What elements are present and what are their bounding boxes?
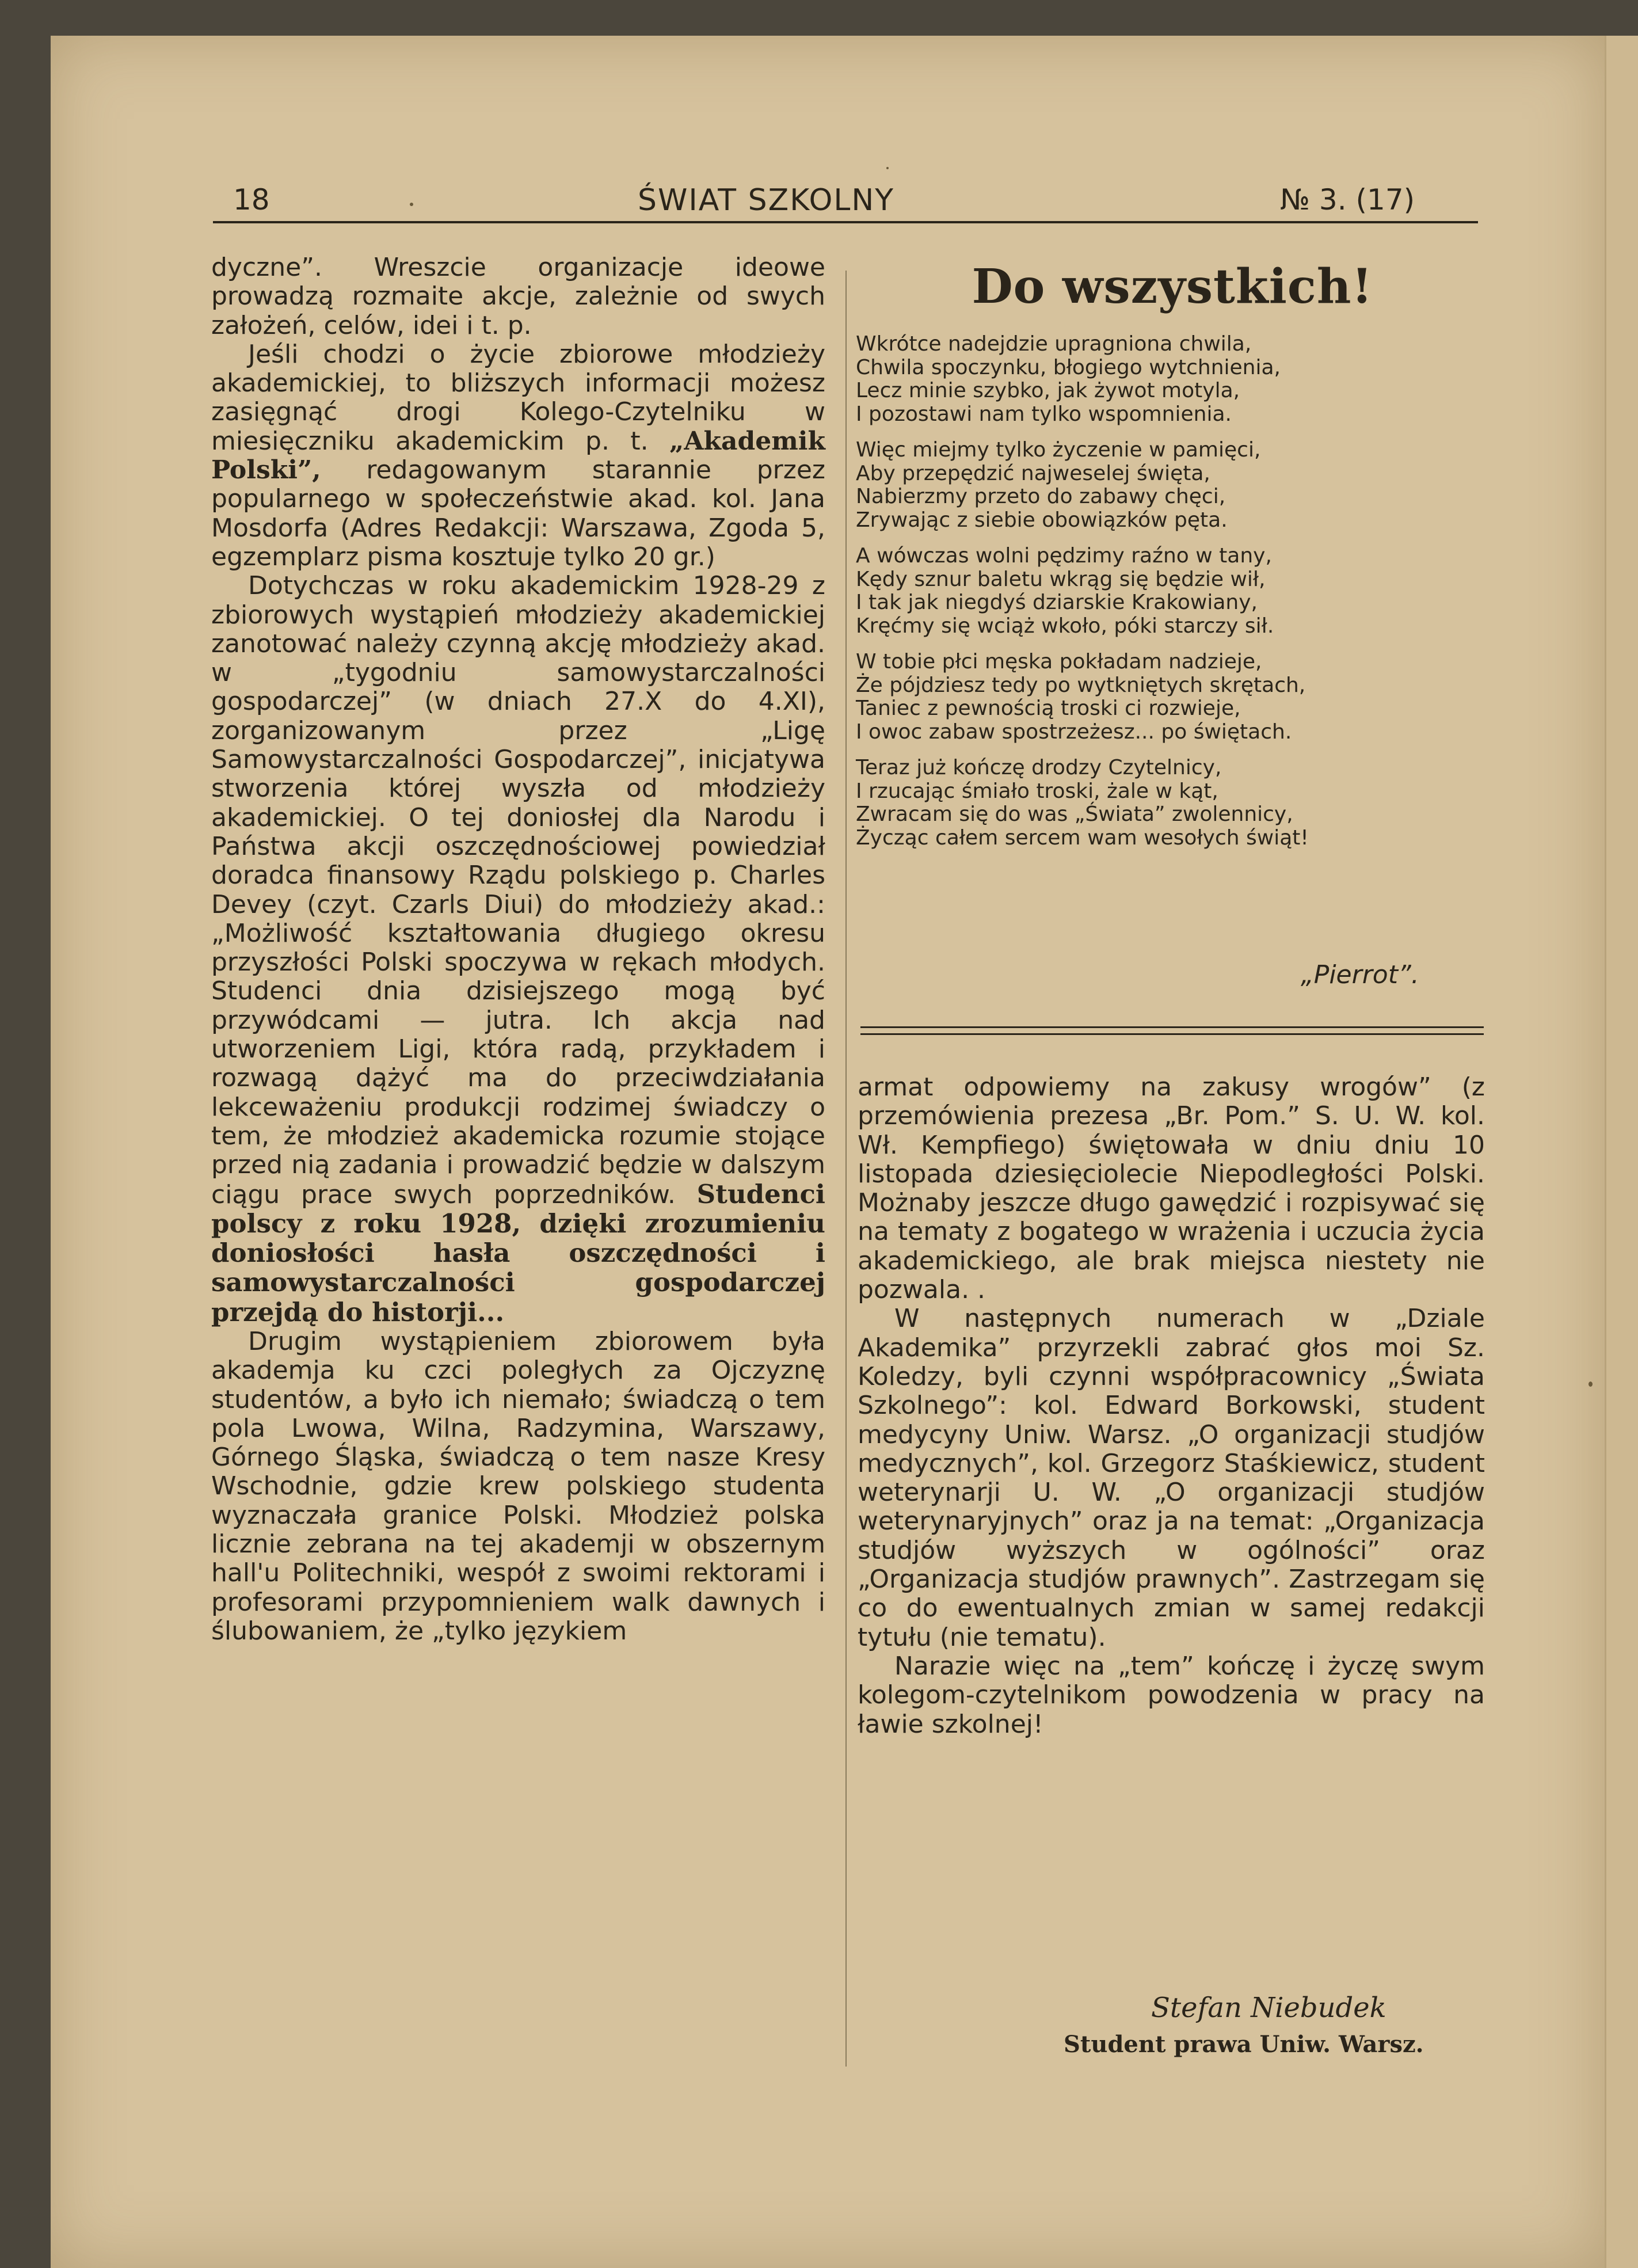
poem-stanza (856, 439, 1489, 532)
poem-line: A wówczas wolni pędzimy raźno w tany, (856, 544, 1272, 568)
poem-line: Taniec z pewnością troski ci rozwieje, (856, 697, 1241, 720)
column-divider (845, 271, 847, 2067)
poem-line: Że pójdziesz tedy po wytkniętych skrętach, (856, 673, 1306, 697)
poem-line: Teraz już kończę drodzy Czytelnicy, (856, 756, 1222, 779)
issue-number: № 3. (17) (1280, 183, 1415, 216)
poem-stanza (856, 333, 1489, 426)
poem-line: Zwracam się do was „Świata” zwolennicy, (856, 802, 1293, 826)
paragraph-text: Jeśli chodzi o życie zbiorowe młodzieży akademickiej, to bliższych informacji możesz zasięgnąć drogi Kolego-Czytelniku w miesięczniku akademickim p. t. (211, 339, 825, 456)
paragraph-text: Dotychczas w roku akademickim 1928-29 z zbiorowych wystąpień młodzieży akademickiej zanotować należy czynną akcję młodzieży akad. w „tygodniu samowystarczalności gospodarczej” (w dniach 27.X do 4.XI), zorganizowanym przez „Ligę Samowystarczalności Gospodarczej”, inicjatywa stworzenia której wyszła od młodzieży akademickiej. O tej doniosłej dla Narodu i Państwa akcji oszczędnościowej powiedział doradca finansowy Rządu polskiego p. Charles Devey (czyt. Czarls Diui) do młodzieży akad.: „Możliwość kształtowania długiego okresu przyszłości Polski spoczywa w rękach młodych. Studenci dnia dzisiejszego mogą być przywódcami — jutra. Ich akcja nad utworzeniem Ligi, która radą, przykładem i rozwagą dążyć ma do przeciwdziałania lekceważeniu produkcji rodzimej świadczy o tem, że młodzież akademicka rozumie stojące przed nią zadania i prowadzić będzie w dalszym ciągu prace swych poprzedników. (211, 571, 825, 1209)
poem-line: I owoc zabaw spostrzeżesz... po świętach. (856, 720, 1292, 744)
poem-line: Więc miejmy tylko życzenie w pamięci, (856, 438, 1261, 462)
paragraph: W następnych numerach w „Dziale Akademika” przyrzekli zabrać głos moi Sz. Koledzy, byli czynni współpracownicy „Świata Szkolnego”: kol. Edward Borkowski, student medycyny Uniw. Warsz. „O organizacji studjów medycznych”, kol. Grzegorz Staśkiewicz, student weterynarji U. W. „O organizacji studjów weterynaryjnych” oraz ja na temat: „Organizacja studjów wyższych w ogólności” oraz „Organizacja studjów prawnych”. Zastrzegam się co do ewentualnych zmian w samej redakcji tytułu (nie tematu). (858, 1304, 1485, 1652)
paragraph: dyczne”. Wreszcie organizacje ideowe prowadzą rozmaite akcje, zależnie od swych założeń, celów, idei i t. p. (211, 253, 825, 340)
paragraph: Narazie więc na „tem” kończę i życzę swym kolegom-czytelnikom powodzenia w pracy na ławie szkolnej! (858, 1651, 1485, 1739)
poem-line: Wkrótce nadejdzie upragniona chwila, (856, 332, 1252, 356)
poem-line: Kręćmy się wciąż wkoło, póki starczy sił. (856, 614, 1274, 638)
right-column (858, 1073, 1485, 1739)
poem-rule-top (860, 1026, 1484, 1028)
poem-rule-bottom (860, 1033, 1484, 1035)
paragraph (211, 340, 825, 572)
poem-line: Aby przepędzić najweselej święta, (856, 461, 1210, 485)
poem-line: Lecz minie szybko, jak żywot motyla, (856, 379, 1240, 402)
next-page-edge (1605, 36, 1638, 2268)
poem-line: I tak jak niegdyś dziarskie Krakowiany, (856, 591, 1258, 614)
page-number: 18 (233, 183, 270, 216)
header-rule (213, 221, 1478, 223)
poem-line: W tobie płci męska pokładam nadzieje, (856, 650, 1262, 673)
poem-stanza (856, 650, 1489, 744)
paragraph: armat odpowiemy na zakusy wrogów” (z przemówienia prezesa „Br. Pom.” S. U. W. kol. Wł. Kempfiego) świętowała w dniu dniu 10 listopada dziesięciolecie Niepodległości Polski. Możnaby jeszcze długo gawędzić i rozpisywać się na tematy z bogatego w wrażenia i uczucia życia akademickiego, ale brak miejsca niestety nie pozwala. . (858, 1072, 1485, 1305)
paragraph: Drugim wystąpieniem zbiorowem była akademja ku czci poległych za Ojczyznę studentów, a było ich niemało; świadczą o tem pola Lwowa, Wilna, Radzymina, Warszawy, Górnego Śląska, świadczą o tem nasze Kresy Wschodnie, gdzie krew polskiego studenta wyznaczała granice Polski. Młodzież polska licznie zebrana na tej akademji w obszernym hall'u Politechniki, wespół z swoimi rektorami i profesorami przypomnieniem walk dawnych i ślubowaniem, że „tylko językiem (211, 1326, 825, 1646)
paper-speck (886, 167, 889, 169)
left-column (211, 253, 825, 1646)
paragraph (211, 572, 825, 1327)
paper-speck (1589, 1382, 1593, 1387)
author-role: Student prawa Uniw. Warsz. (1064, 2031, 1424, 2058)
poem-line: Nabierzmy przeto do zabawy chęci, (856, 485, 1226, 508)
poem-line: Życząc całem sercem wam wesołych świąt! (856, 825, 1309, 850)
bold-statement: Studenci polscy z roku 1928, dzięki zrozumieniu doniosłości hasła oszczędności i samowystarczalności gospodarczej przejdą do historji... (211, 1178, 825, 1327)
author-name: Stefan Niebudek (1151, 1992, 1386, 2024)
poem-line: I rzucając śmiało troski, żale w kąt, (856, 779, 1218, 803)
poem-line: I pozostawi nam tylko wspomnienia. (856, 402, 1232, 426)
paragraph-text: redagowanym starannie przez popularnego w społeczeństwie akad. kol. Jana Mosdorfa (Adres Redakcji: Warszawa, Zgoda 5, egzemplarz pisma kosztuje tylko 20 gr.) (211, 455, 825, 572)
poem-line: Kędy sznur baletu wkrąg się będzie wił, (856, 567, 1266, 591)
paper-speck (410, 203, 413, 206)
poem-line: Chwila spoczynku, błogiego wytchnienia, (856, 355, 1281, 379)
poem-signature: „Pierrot”. (1301, 960, 1419, 990)
poem-title: Do wszystkich! (972, 259, 1373, 314)
poem-stanza (856, 545, 1489, 638)
poem (856, 333, 1489, 862)
periodical-title: „Akademik Polski”, (211, 426, 825, 485)
magazine-title: ŚWIAT SZKOLNY (638, 183, 895, 218)
poem-stanza (856, 756, 1489, 850)
poem-line: Zrywając z siebie obowiązków pęta. (856, 508, 1228, 532)
